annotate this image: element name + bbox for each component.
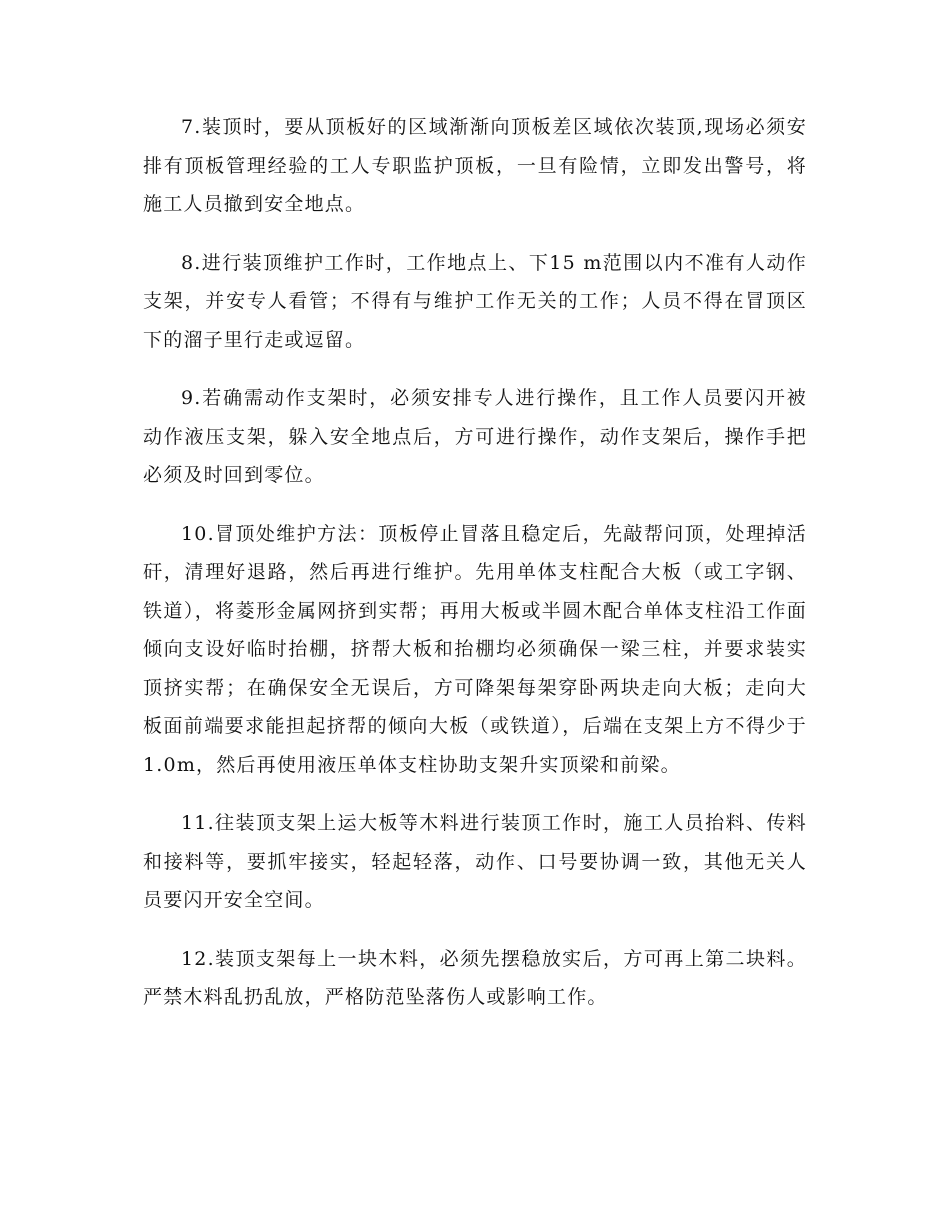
document-body bbox=[143, 108, 807, 1037]
paragraph-8: 8.进行装顶维护工作时，工作地点上、下15 m范围以内不准有人动作支架，并安专人看管；不得有与维护工作无关的工作；人员不得在冒顶区下的溜子里行走或逗留。 bbox=[143, 251, 807, 351]
paragraph-9: 9.若确需动作支架时，必须安排专人进行操作，且工作人员要闪开被动作液压支架，躲入安全地点后，方可进行操作，动作支架后，操作手把必须及时回到零位。 bbox=[143, 387, 807, 486]
paragraph-10: 10.冒顶处维护方法：顶板停止冒落且稳定后，先敲帮问顶，处理掉活矸，清理好退路，然后再进行维护。先用单体支柱配合大板（或工字钢、铁道），将菱形金属网挤到实帮；再用大板或半圆木配合单体支柱沿工作面倾向支设好临时抬棚，挤帮大板和抬棚均必须确保一梁三柱，并要求装实顶挤实帮；在确保安全无误后，方可降架每架穿卧两块走向大板；走向大板面前端要求能担起挤帮的倾向大板（或铁道），后端在支架上方不得少于1.0m，然后再使用液压单体支柱协助支架升实顶梁和前梁。 bbox=[143, 522, 807, 776]
paragraph-12: 12.装顶支架每上一块木料，必须先摆稳放实后，方可再上第二块料。严禁木料乱扔乱放，严格防范坠落伤人或影响工作。 bbox=[143, 947, 807, 1008]
paragraph-11: 11.往装顶支架上运大板等木料进行装顶工作时，施工人员抬料、传料和接料等，要抓牢接实，轻起轻落，动作、口号要协调一致，其他无关人员要闪开安全空间。 bbox=[143, 812, 807, 911]
paragraph-7: 7.装顶时，要从顶板好的区域渐渐向顶板差区域依次装顶,现场必须安排有顶板管理经验的工人专职监护顶板，一旦有险情，立即发出警号，将施工人员撤到安全地点。 bbox=[143, 116, 807, 215]
